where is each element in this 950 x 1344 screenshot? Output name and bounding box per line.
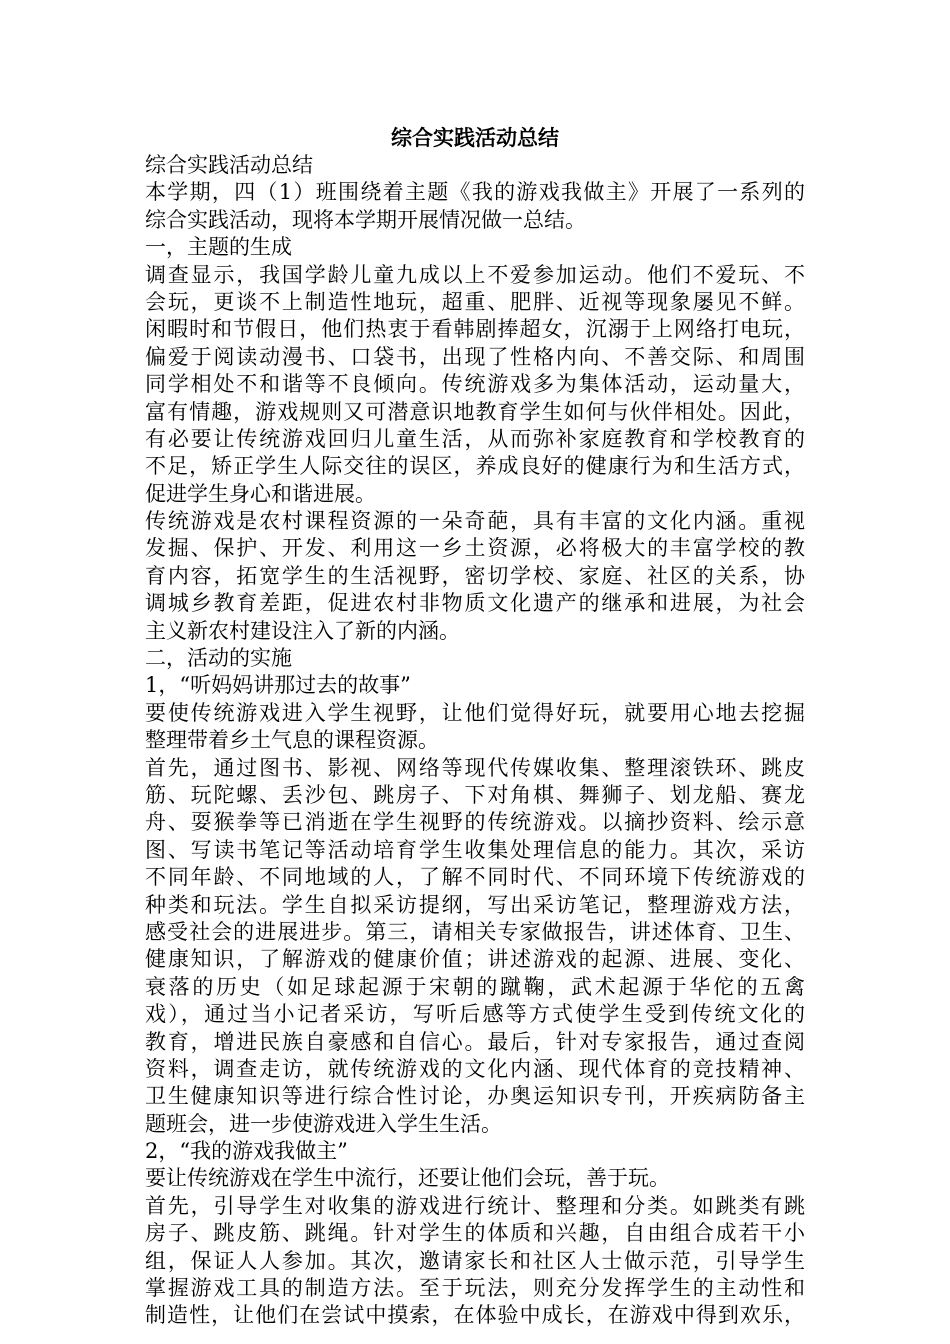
text-line: 1，“听妈妈讲那过去的故事”: [145, 673, 411, 698]
text-line: 有必要让传统游戏回归儿童生活，从而弥补家庭教育和学校教育的: [145, 426, 805, 451]
text-line: 育内容，拓宽学生的生活视野，密切学校、家庭、社区的关系，协: [145, 563, 805, 588]
text-line: 种类和玩法。学生自拟采访提纲，写出采访笔记，整理游戏方法，: [145, 892, 805, 917]
text-line: 二，活动的实施: [145, 646, 292, 671]
text-line: 戏），通过当小记者采访，写听后感等方式使学生受到传统文化的: [145, 1002, 805, 1027]
text-line: 偏爱于阅读动漫书、口袋书，出现了性格内向、不善交际、和周围: [145, 344, 805, 369]
text-line: 富有情趣，游戏规则又可潜意识地教育学生如何与伙伴相处。因此，: [145, 399, 805, 424]
text-line: 本学期，四（1）班围绕着主题《我的游戏我做主》开展了一系列的: [145, 180, 805, 205]
text-line: 主义新农村建设注入了新的内涵。: [145, 618, 460, 643]
text-line: 要使传统游戏进入学生视野，让他们觉得好玩，就要用心地去挖掘: [145, 700, 805, 725]
text-line: 图、写读书笔记等活动培育学生收集处理信息的能力。其次，采访: [145, 837, 805, 862]
document-title: 综合实践活动总结: [391, 125, 559, 150]
text-line: 题班会，进一步使游戏进入学生生活。: [145, 1111, 502, 1136]
text-line: 掌握游戏工具的制造方法。至于玩法，则充分发挥学生的主动性和: [145, 1276, 805, 1301]
text-line: 首先，引导学生对收集的游戏进行统计、整理和分类。如跳类有跳: [145, 1193, 805, 1218]
text-line: 衰落的历史（如足球起源于宋朝的蹴鞠，武术起源于华佗的五禽: [145, 974, 805, 999]
text-line: 2，“我的游戏我做主”: [145, 1139, 348, 1164]
text-line: 促进学生身心和谐进展。: [145, 481, 376, 506]
text-line: 整理带着乡土气息的课程资源。: [145, 728, 439, 753]
document-page: [145, 124, 805, 1330]
text-line: 传统游戏是农村课程资源的一朵奇葩，具有丰富的文化内涵。重视: [145, 509, 805, 534]
text-line: 要让传统游戏在学生中流行，还要让他们会玩，善于玩。: [145, 1166, 670, 1191]
text-line: 卫生健康知识等进行综合性讨论，办奥运知识专刊，开疾病防备主: [145, 1084, 805, 1109]
text-line: 闲暇时和节假日，他们热衷于看韩剧捧超女，沉溺于上网络打电玩，: [145, 317, 805, 342]
text-line: 发掘、保护、开发、利用这一乡土资源，必将极大的丰富学校的教: [145, 536, 805, 561]
text-line: 一，主题的生成: [145, 235, 292, 260]
text-line: 同学相处不和谐等不良倾向。传统游戏多为集体活动，运动量大，: [145, 372, 805, 397]
text-line: 筋、玩陀螺、丢沙包、跳房子、下对角棋、舞狮子、划龙船、赛龙: [145, 782, 805, 807]
text-line: 舟、耍猴拳等已消逝在学生视野的传统游戏。以摘抄资料、绘示意: [145, 810, 805, 835]
text-line: 首先，通过图书、影视、网络等现代传媒收集、整理滚铁环、跳皮: [145, 755, 805, 780]
text-line: 不足，矫正学生人际交往的误区，养成良好的健康行为和生活方式，: [145, 454, 805, 479]
text-line: 调查显示，我国学龄儿童九成以上不爱参加运动。他们不爱玩、不: [145, 262, 805, 287]
text-line: 感受社会的进展进步。第三，请相关专家做报告，讲述体育、卫生、: [145, 919, 805, 944]
text-line: 制造性，让他们在尝试中摸索，在体验中成长，在游戏中得到欢乐，: [145, 1303, 805, 1328]
document-body: [145, 152, 805, 1330]
text-line: 会玩，更谈不上制造性地玩，超重、肥胖、近视等现象屡见不鲜。: [145, 289, 805, 314]
text-line: 资料，调查走访，就传统游戏的文化内涵、现代体育的竞技精神、: [145, 1056, 805, 1081]
text-line: 组，保证人人参加。其次，邀请家长和社区人士做示范，引导学生: [145, 1248, 805, 1273]
text-line: 综合实践活动总结: [145, 153, 313, 177]
text-line: 综合实践活动，现将本学期开展情况做一总结。: [145, 207, 586, 232]
text-line: 调城乡教育差距，促进农村非物质文化遗产的继承和进展，为社会: [145, 591, 805, 616]
text-line: 房子、跳皮筋、跳绳。针对学生的体质和兴趣，自由组合成若干小: [145, 1221, 805, 1246]
text-line: 教育，增进民族自豪感和自信心。最后，针对专家报告，通过查阅: [145, 1029, 805, 1054]
text-line: 不同年龄、不同地域的人，了解不同时代、不同环境下传统游戏的: [145, 865, 805, 890]
text-line: 健康知识，了解游戏的健康价值；讲述游戏的起源、进展、变化、: [145, 947, 805, 972]
